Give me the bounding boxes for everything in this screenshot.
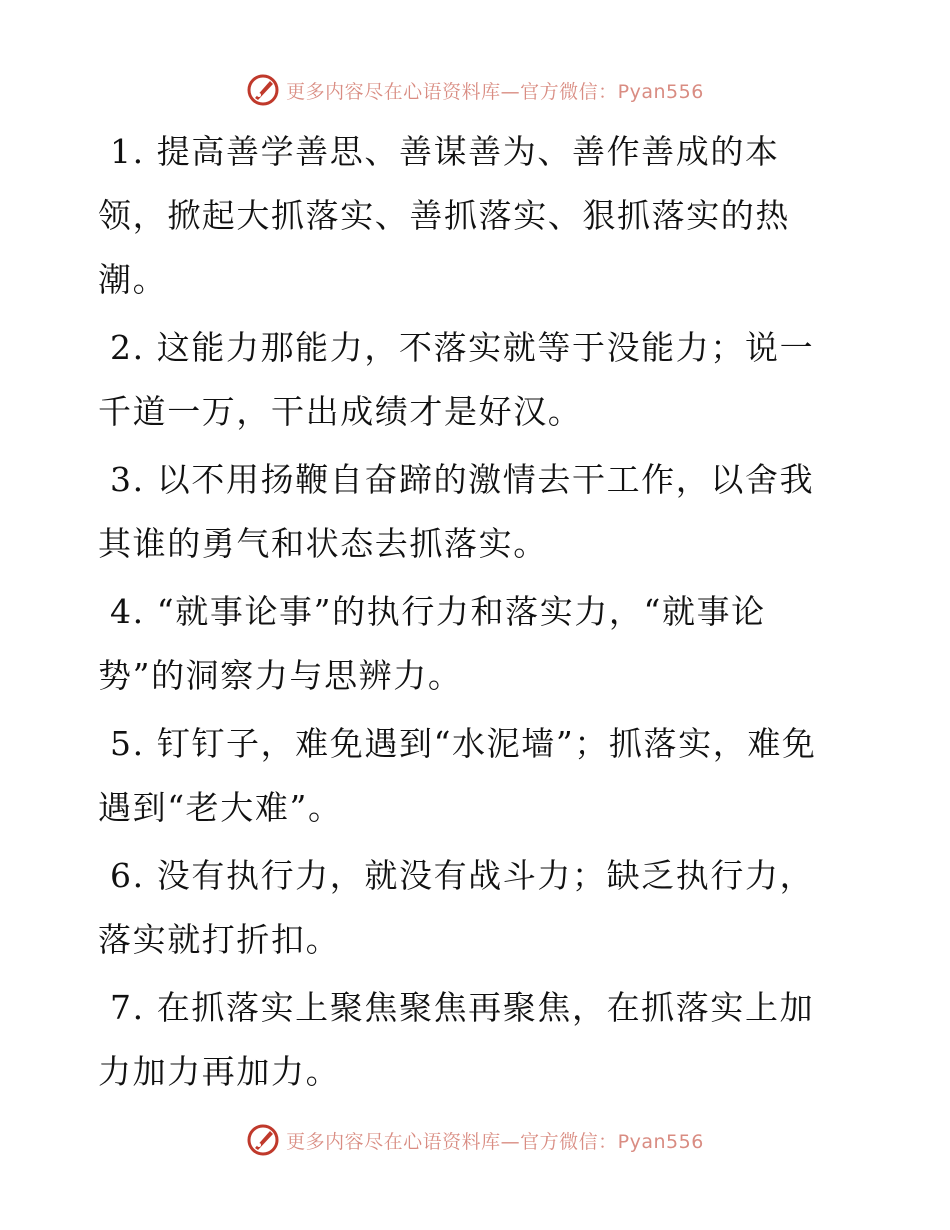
list-item: 3. 以不用扬鞭自奋蹄的激情去干工作，以舍我其谁的勇气和状态去抓落实。 — [98, 460, 815, 563]
list-item: 2. 这能力那能力，不落实就等于没能力；说一千道一万，干出成绩才是好汉。 — [98, 328, 815, 431]
footer-banner — [0, 1120, 950, 1160]
quill-seal-icon — [246, 1123, 280, 1157]
list-item: 5. 钉钉子，难免遇到“水泥墙”；抓落实，难免遇到“老大难”。 — [98, 724, 817, 827]
header-banner-text: 更多内容尽在心语资料库—官方微信：Pyan556 — [286, 80, 704, 103]
footer-banner-text: 更多内容尽在心语资料库—官方微信：Pyan556 — [286, 1130, 704, 1153]
list-item: 7. 在抓落实上聚焦聚焦再聚焦，在抓落实上加力加力再加力。 — [98, 988, 815, 1091]
document-body — [98, 120, 833, 1108]
list-item: 1. 提高善学善思、善谋善为、善作善成的本领，掀起大抓落实、善抓落实、狠抓落实的热潮。 — [98, 132, 790, 299]
header-banner — [0, 70, 950, 110]
quill-seal-icon — [246, 73, 280, 107]
list-item: 6. 没有执行力，就没有战斗力；缺乏执行力，落实就打折扣。 — [98, 856, 815, 959]
list-item: 4. “就事论事”的执行力和落实力，“就事论势”的洞察力与思辨力。 — [98, 592, 766, 695]
